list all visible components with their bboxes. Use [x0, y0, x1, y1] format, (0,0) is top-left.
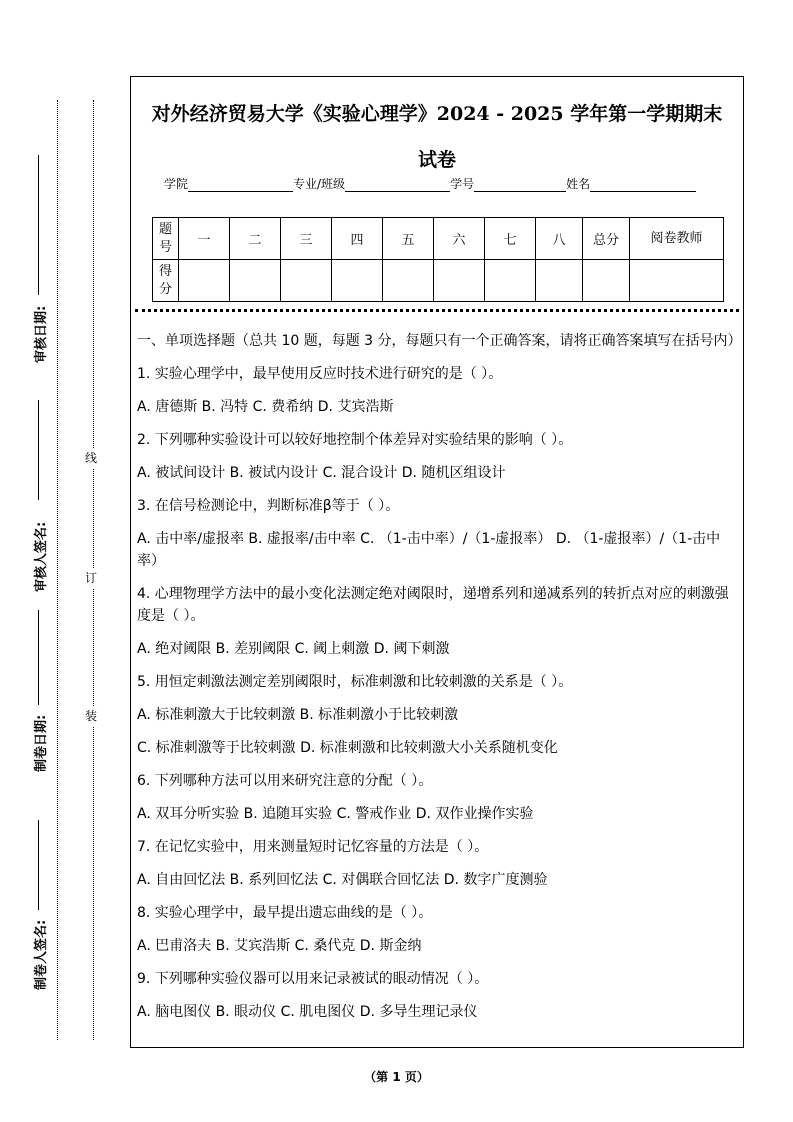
- question-8-stem: 8. 实验心理学中，最早提出遗忘曲线的是（ ）。: [137, 905, 433, 921]
- question-2-stem: 2. 下列哪种实验设计可以较好地控制个体差异对实验结果的影响（ ）。: [137, 432, 573, 448]
- question-4-stem: 4. 心理物理学方法中的最小变化法测定绝对阈限时，递增系列和递减系列的转折点对应的刺激强度是（ ）。: [137, 586, 729, 624]
- score-col-7: 七: [485, 218, 536, 260]
- score-header-row: [153, 218, 724, 260]
- question-3-options: A. 击中率/虚报率 B. 虚报率/击中率 C. （1-击中率）/（1-虚报率） D. （1-虚报率）/（1-击中率）: [137, 531, 721, 569]
- compile-date-label: 制卷日期:: [34, 714, 49, 772]
- name-label: 姓名: [566, 177, 591, 191]
- school-blank[interactable]: [188, 179, 293, 192]
- major-blank[interactable]: [345, 179, 450, 192]
- exam-frame: [130, 76, 744, 1048]
- student-info-row: [164, 175, 696, 192]
- score-col-grader: 阅卷教师: [630, 218, 724, 260]
- score-cell-2[interactable]: [230, 260, 281, 302]
- score-table: [152, 217, 724, 302]
- score-row2-label: 得分: [153, 260, 179, 302]
- score-col-4: 四: [332, 218, 383, 260]
- question-5-options: A. 标准刺激大于比较刺激 B. 标准刺激小于比较刺激: [137, 707, 459, 723]
- question-5-stem: 5. 用恒定刺激法测定差别阈限时，标准刺激和比较刺激的关系是（ ）。: [137, 674, 573, 690]
- question-9-stem: 9. 下列哪种实验仪器可以用来记录被试的眼动情况（ ）。: [137, 971, 489, 987]
- id-label: 学号: [450, 177, 475, 191]
- question-7-options: A. 自由回忆法 B. 系列回忆法 C. 对偶联合回忆法 D. 数字广度测验: [137, 872, 548, 888]
- review-date-label: 审核日期:: [34, 305, 49, 363]
- question-8-options: A. 巴甫洛夫 B. 艾宾浩斯 C. 桑代克 D. 斯金纳: [137, 938, 422, 954]
- score-col-total: 总分: [583, 218, 630, 260]
- score-col-2: 二: [230, 218, 281, 260]
- binding-dotted-line-outer: [57, 100, 58, 1040]
- score-col-1: 一: [179, 218, 230, 260]
- question-2-options: A. 被试间设计 B. 被试内设计 C. 混合设计 D. 随机区组设计: [137, 465, 506, 481]
- score-cell-grader[interactable]: [630, 260, 724, 302]
- question-6-options: A. 双耳分听实验 B. 追随耳实验 C. 警戒作业 D. 双作业操作实验: [137, 806, 534, 822]
- reviewer-signature-line: [38, 400, 39, 500]
- question-3-stem: 3. 在信号检测论中，判断标准β等于（ ）。: [137, 498, 400, 514]
- reviewer-signature-label: 审核人签名:: [34, 521, 49, 592]
- score-cell-total[interactable]: [583, 260, 630, 302]
- score-cell-7[interactable]: [485, 260, 536, 302]
- score-cell-1[interactable]: [179, 260, 230, 302]
- score-cell-5[interactable]: [383, 260, 434, 302]
- question-6-stem: 6. 下列哪种方法可以用来研究注意的分配（ ）。: [137, 773, 433, 789]
- question-5-options-2: C. 标准刺激等于比较刺激 D. 标准刺激和比较刺激大小关系随机变化: [137, 740, 558, 756]
- score-col-6: 六: [434, 218, 485, 260]
- score-cell-8[interactable]: [536, 260, 583, 302]
- score-value-row: [153, 260, 724, 302]
- name-blank[interactable]: [590, 179, 696, 192]
- score-cell-3[interactable]: [281, 260, 332, 302]
- score-cell-6[interactable]: [434, 260, 485, 302]
- question-1-options: A. 唐德斯 B. 冯特 C. 费希纳 D. 艾宾浩斯: [137, 399, 394, 415]
- compiler-signature-label: 制卷人签名:: [34, 919, 49, 990]
- score-col-8: 八: [536, 218, 583, 260]
- compile-date-line: [38, 610, 39, 705]
- score-row1-label: 题号: [153, 218, 179, 260]
- review-date-line: [38, 155, 39, 295]
- exam-title-line1: 对外经济贸易大学《实验心理学》2024 - 2025 学年第一学期期末: [151, 103, 723, 125]
- cut-line-char-xian: 线: [85, 448, 97, 468]
- section-1: [137, 330, 742, 1034]
- cut-line-char-ding: 订: [85, 568, 97, 588]
- score-col-5: 五: [383, 218, 434, 260]
- header-separator: [135, 309, 739, 312]
- compiler-signature-line: [38, 820, 39, 910]
- exam-title-line2: 试卷: [417, 149, 456, 171]
- major-label: 专业/班级: [293, 177, 346, 191]
- score-cell-4[interactable]: [332, 260, 383, 302]
- question-1-stem: 1. 实验心理学中，最早使用反应时技术进行研究的是（ ）。: [137, 366, 503, 382]
- question-4-options: A. 绝对阈限 B. 差别阈限 C. 阈上刺激 D. 阈下刺激: [137, 641, 450, 657]
- section-1-heading: 一、单项选择题（总共 10 题，每题 3 分，每题只有一个正确答案，请将正确答案填写在括号内）: [137, 333, 742, 349]
- page-number: （第 1 页）: [364, 1070, 429, 1084]
- question-7-stem: 7. 在记忆实验中，用来测量短时记忆容量的方法是（ ）。: [137, 839, 489, 855]
- exam-title: [131, 91, 743, 183]
- question-9-options: A. 脑电图仪 B. 眼动仪 C. 肌电图仪 D. 多导生理记录仪: [137, 1004, 478, 1020]
- school-label: 学院: [164, 177, 189, 191]
- id-blank[interactable]: [474, 179, 566, 192]
- score-col-3: 三: [281, 218, 332, 260]
- cut-line-char-zhuang: 装: [85, 706, 97, 726]
